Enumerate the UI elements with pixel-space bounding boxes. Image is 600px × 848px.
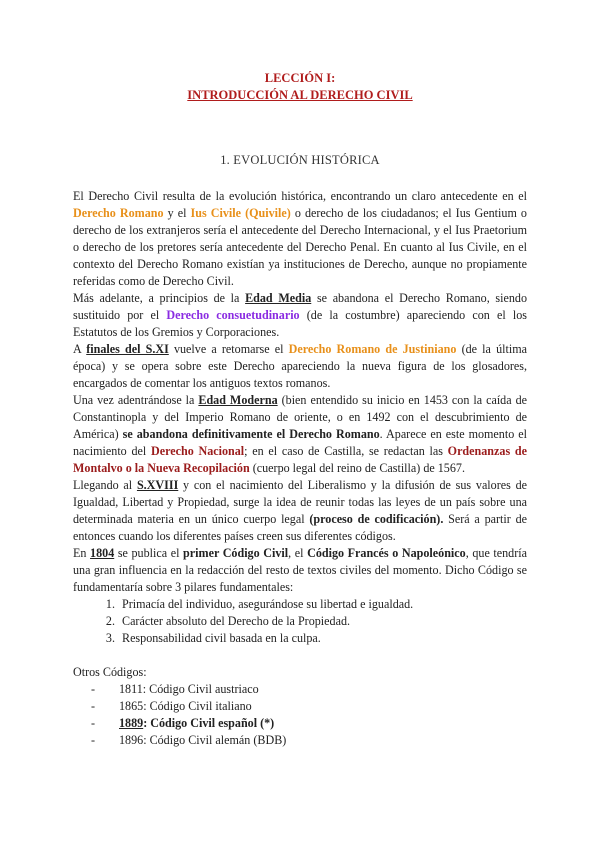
other-codes-list [73,681,527,749]
document-body [73,188,527,749]
highlight-sxviii: S.XVIII [136,478,179,492]
list-item: 2. Carácter absoluto del Derecho de la Propiedad. [118,613,527,630]
lesson-number: LECCIÓN I: [264,71,336,85]
highlight-derecho-romano: Derecho Romano [73,206,164,220]
highlight-edad-media: Edad Media [245,291,312,305]
highlight-ordenanzas-montalvo: Ordenanzas de Montalvo o la Nueva Recopilación [73,444,527,475]
lesson-title: INTRODUCCIÓN AL DERECHO CIVIL [187,88,413,102]
highlight-proceso-codificacion: (proceso de codificación). [309,512,444,526]
highlight-codigo-frances: Código Francés o Napoleónico [307,546,466,560]
list-item: 3. Responsabilidad civil basada en la culpa. [118,630,527,647]
highlight-derecho-justiniano: Derecho Romano de Justiniano [288,342,457,356]
highlight-1889: 1889 [119,716,144,730]
highlight-ius-civile: Ius Civile (Quivile) [190,206,291,220]
highlight-abandona-derecho-romano: se abandona definitivamente el Derecho Romano [122,427,380,441]
paragraph-codification: Llegando al S.XVIII y con el nacimiento del Liberalismo y la difusión de sus valores de Igualdad, Libertad y Propiedad, surge la idea de reunir todas las leyes de un país sobre una determinada materia en un único cuerpo legal (proceso de codificación). Será a partir de entonces cuando los diferentes países creen sus diferentes códigos. [73,478,527,543]
list-item-spanish-code: - 1889: Código Civil español (*) [91,715,527,732]
paragraph-middle-ages: Más adelante, a principios de la Edad Media se abandona el Derecho Romano, siendo sustituido por el Derecho consuetudinario (de la costumbre) apareciendo con el los Estatutos de los Gremios y Corporaciones. [73,291,528,339]
list-item: - 1865: Código Civil italiano [91,698,527,715]
section-title: 1. EVOLUCIÓN HISTÓRICA [220,153,380,167]
other-codes-title: Otros Códigos: [73,665,147,679]
highlight-derecho-consuetudinario: Derecho consuetudinario [166,308,300,322]
paragraph-roman-law: El Derecho Civil resulta de la evolución histórica, encontrando un claro antecedente en el Derecho Romano y el Ius Civile (Quivile) o derecho de los ciudadanos; el Ius Gentium o derecho de los extranjeros sería el antecedente del Derecho Internacional, y el Ius Praetorium o derecho de los pretores sería antecedente del Derecho Penal. En cuanto al Ius Civile, en el contexto del Derecho Romano existían ya instituciones de Derecho, aunque no propiamente referidas como de Derecho Civil. [73,189,527,288]
highlight-primer-codigo-civil: primer Código Civil [183,546,289,560]
list-item: 1. Primacía del individuo, asegurándose su libertad e igualdad. [118,596,527,613]
pillars-list [73,596,527,647]
paragraph-napoleonic-code: En 1804 se publica el primer Código Civil, el Código Francés o Napoleónico, que tendría una gran influencia en la redacción del resto de textos civiles del momento. Dicho Código se fundamentaría sobre 3 pilares fundamentales: [73,546,527,594]
highlight-1804: 1804 [90,546,115,560]
highlight-edad-moderna: Edad Moderna [198,393,278,407]
list-item: - 1811: Código Civil austriaco [91,681,527,698]
list-item: - 1896: Código Civil alemán (BDB) [91,732,527,749]
highlight-derecho-nacional: Derecho Nacional [150,444,245,458]
highlight-finales-sxi: finales del S.XI [86,342,169,356]
paragraph-justinian: A finales del S.XI vuelve a retomarse el Derecho Romano de Justiniano (de la última época) y se opera sobre este Derecho apareciendo la nueva figura de los glosadores, encargados de comentar los antiguos textos romanos. [73,342,527,390]
paragraph-modern-age: Una vez adentrándose la Edad Moderna (bien entendido su inicio en 1453 con la caída de Constantinopla y del Imperio Romano de oriente, o en 1492 con el descubrimiento de América) se abandona definitivamente el Derecho Romano. Aparece en este momento el nacimiento del Derecho Nacional; en el caso de Castilla, se redactan las Ordenanzas de Montalvo o la Nueva Recopilación (cuerpo legal del reino de Castilla) de 1567. [73,393,527,475]
